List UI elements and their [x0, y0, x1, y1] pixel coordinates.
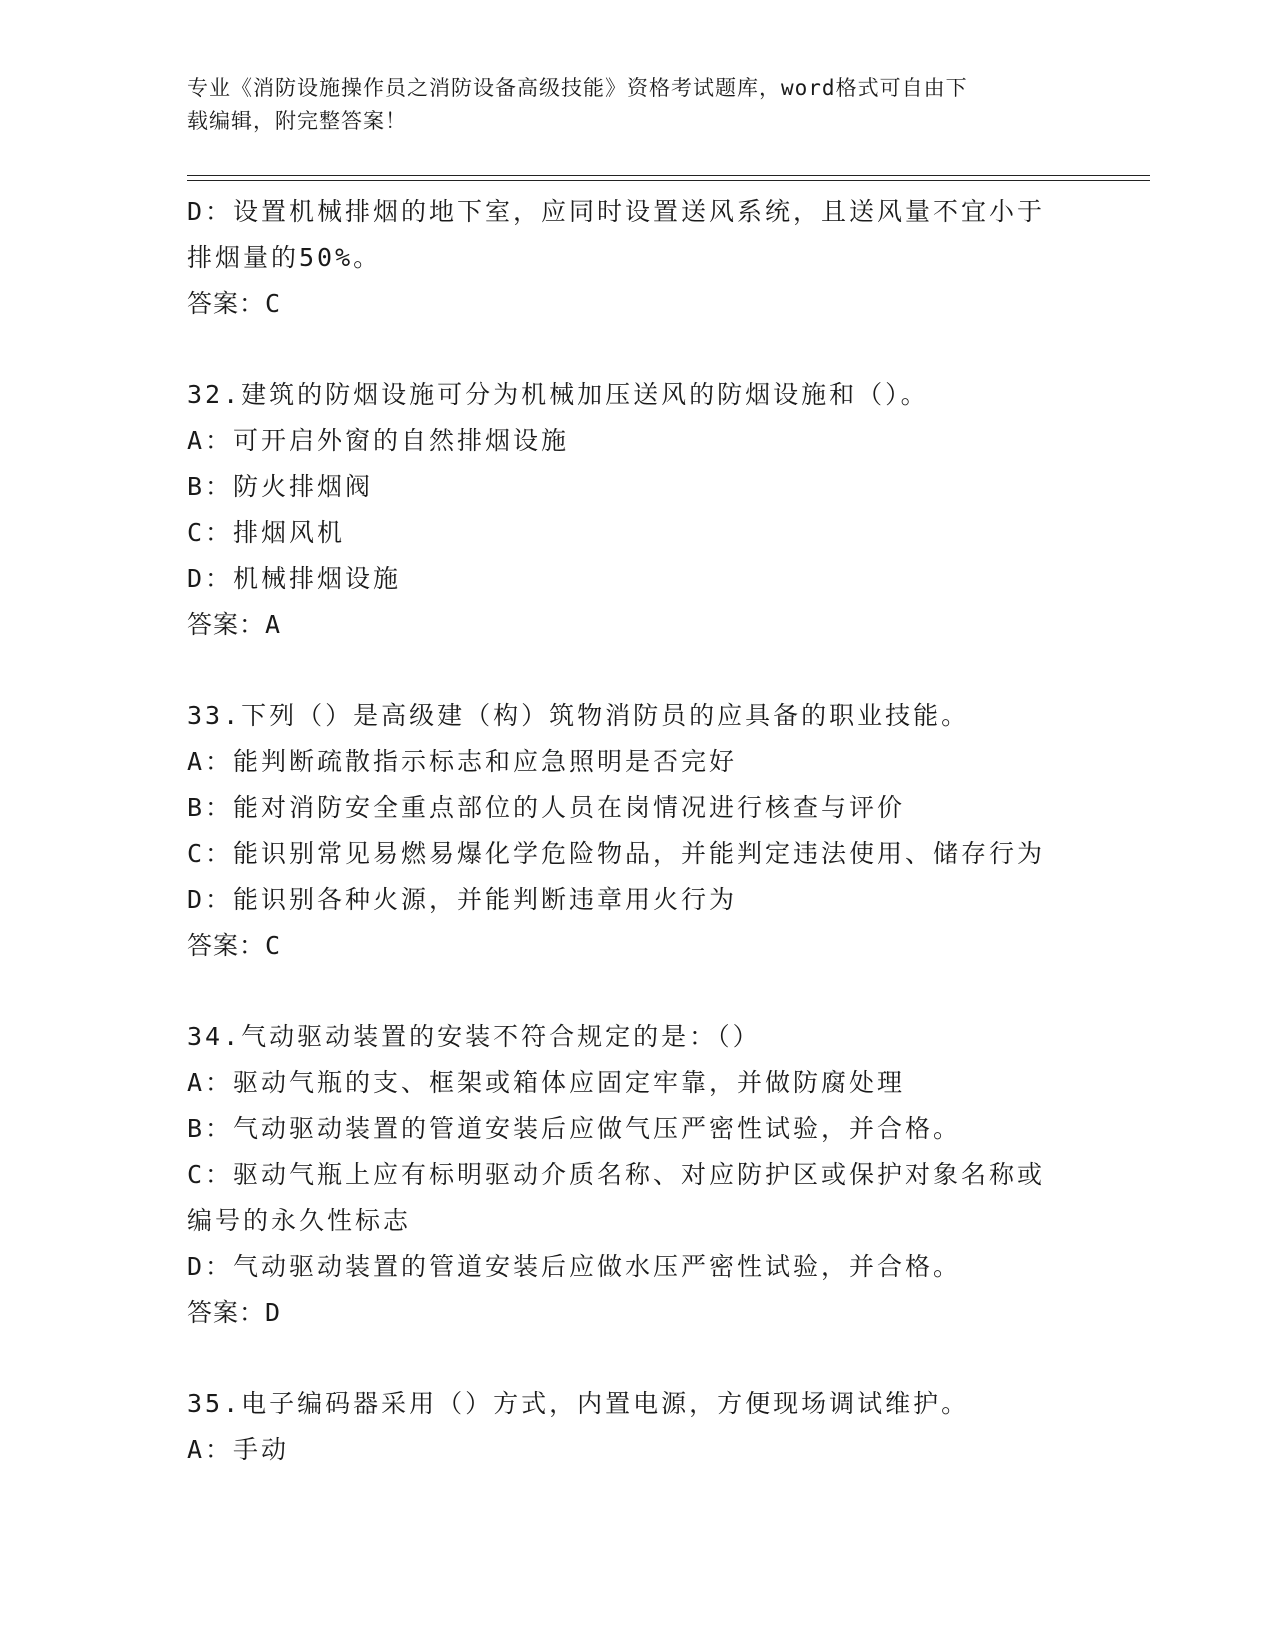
question-stem: 33.下列（）是高级建（构）筑物消防员的应具备的职业技能。 [187, 701, 970, 730]
option-c: C：能识别常见易燃易爆化学危险物品，并能判定违法使用、储存行为 [187, 839, 1046, 868]
question-35 [187, 1381, 1087, 1473]
prev-question [187, 189, 1087, 327]
document-header [187, 72, 1067, 138]
question-stem: 35.电子编码器采用（）方式，内置电源，方便现场调试维护。 [187, 1389, 970, 1418]
option-d-continued: 排烟量的50%。 [187, 243, 382, 272]
option-a: A：手动 [187, 1435, 290, 1464]
header-divider-bottom [187, 180, 1150, 181]
header-line-2: 载编辑，附完整答案！ [187, 109, 407, 133]
answer-value: C [265, 289, 282, 318]
answer-label: 答案： [187, 289, 266, 318]
option-c: C：排烟风机 [187, 518, 346, 547]
question-34 [187, 1014, 1087, 1336]
answer-value: C [265, 931, 282, 960]
option-b: B：能对消防安全重点部位的人员在岗情况进行核查与评价 [187, 793, 906, 822]
option-b: B：气动驱动装置的管道安装后应做气压严密性试验，并合格。 [187, 1114, 962, 1143]
option-d: D：能识别各种火源，并能判断违章用火行为 [187, 885, 738, 914]
option-c: C：驱动气瓶上应有标明驱动介质名称、对应防护区或保护对象名称或 [187, 1160, 1046, 1189]
answer [187, 1290, 1087, 1336]
header-divider-top [187, 175, 1150, 176]
answer-value: D [265, 1298, 282, 1327]
answer [187, 281, 1087, 327]
question-32 [187, 372, 1087, 648]
question-33 [187, 693, 1087, 969]
answer-value: A [265, 610, 282, 639]
answer-label: 答案： [187, 1298, 266, 1327]
option-a: A：驱动气瓶的支、框架或箱体应固定牢靠，并做防腐处理 [187, 1068, 906, 1097]
option-a: A：能判断疏散指示标志和应急照明是否完好 [187, 747, 738, 776]
answer-label: 答案： [187, 931, 266, 960]
option-d: D：设置机械排烟的地下室，应同时设置送风系统，且送风量不宜小于 [187, 197, 1046, 226]
answer-label: 答案： [187, 610, 266, 639]
option-c-continued: 编号的永久性标志 [187, 1206, 412, 1235]
question-stem: 34.气动驱动装置的安装不符合规定的是：（） [187, 1022, 761, 1051]
document-body [187, 189, 1087, 1473]
question-stem: 32.建筑的防烟设施可分为机械加压送风的防烟设施和（）。 [187, 380, 929, 409]
header-line-1: 专业《消防设施操作员之消防设备高级技能》资格考试题库，word格式可自由下 [187, 76, 968, 100]
option-a: A：可开启外窗的自然排烟设施 [187, 426, 570, 455]
answer [187, 923, 1087, 969]
option-d: D：机械排烟设施 [187, 564, 402, 593]
answer [187, 602, 1087, 648]
option-d: D：气动驱动装置的管道安装后应做水压严密性试验，并合格。 [187, 1252, 962, 1281]
option-b: B：防火排烟阀 [187, 472, 374, 501]
